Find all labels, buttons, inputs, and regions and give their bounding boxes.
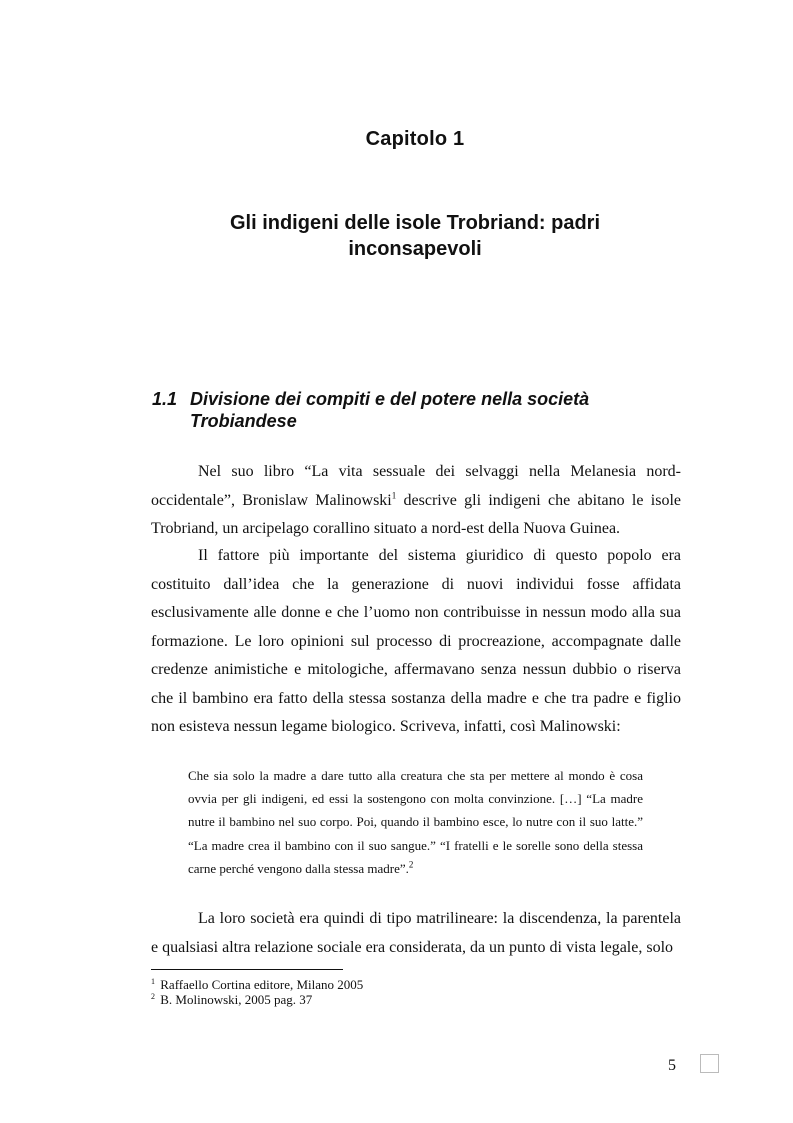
paragraph-1-text-b: descrive gli indigeni che abitano le isole Trobriand, un arcipelago corallino situato a nord-est della Nuova Guinea.	[151, 491, 681, 537]
paragraph-2: Il fattore più importante del sistema giuridico di questo popolo era costituito dall’idea che la generazione di nuovi individui fosse affidata esclusivamente alle donne e che l’uomo non contribuisse in nessun modo alla sua formazione. Le loro opinioni sul processo di procreazione, accompagnate dalle credenze animistiche e mitologiche, affermavano senza nessun dubbio o riserva che il bambino era fatto della stessa sostanza della madre e che tra padre e figlio non esisteva nessun legame biologico. Scriveva, infatti, così Malinowski:	[151, 547, 681, 735]
page-corner-box	[700, 1054, 719, 1073]
footnote-divider	[151, 969, 343, 970]
paragraph-1-text-a: Nel suo libro “La vita sessuale dei selvaggi nella Melanesia nord-occidentale”, Bronislaw Malinowski	[151, 463, 681, 509]
section-number: 1.1	[152, 389, 178, 409]
footnote-2-mark: 2	[151, 991, 155, 1001]
chapter-label: Capitolo 1	[365, 128, 465, 150]
paragraph-1	[151, 458, 681, 544]
paragraph-3: La loro società era quindi di tipo matrilineare: la discendenza, la parentela e qualsiasi altra relazione sociale era considerata, da un punto di vista legale, solo	[151, 910, 681, 956]
block-quote-text: Che sia solo la madre a dare tutto alla creatura che sta per mettere al mondo è cosa ovvia per gli indigeni, ed essi la sostengono con molta convinzione. […] “La madre nutre il bambino nel suo corpo. Poi, quando il bambino esce, lo nutre con il suo latte.” “La madre crea il bambino con il suo sangue.” “I fratelli e le sorelle sono della stessa carne perché vengono dalla stessa madre”.	[188, 768, 643, 876]
footnote-2	[151, 992, 671, 1007]
section-heading	[152, 388, 672, 432]
footnote-1-text: Raffaello Cortina editore, Milano 2005	[160, 977, 364, 992]
footnote-1-mark: 1	[151, 976, 155, 986]
block-quote	[188, 764, 643, 880]
footnote-ref-2: 2	[408, 859, 414, 870]
footnote-ref-1: 1	[391, 490, 397, 501]
footnote-2-text: B. Molinowski, 2005 pag. 37	[160, 992, 313, 1007]
page-number: 5	[668, 1057, 676, 1074]
chapter-title: Gli indigeni delle isole Trobriand: padri inconsapevoli	[229, 212, 601, 260]
footnotes	[151, 977, 671, 1007]
section-title: Divisione dei compiti e del potere nella società Trobiandese	[190, 389, 590, 431]
footnote-1	[151, 977, 671, 992]
